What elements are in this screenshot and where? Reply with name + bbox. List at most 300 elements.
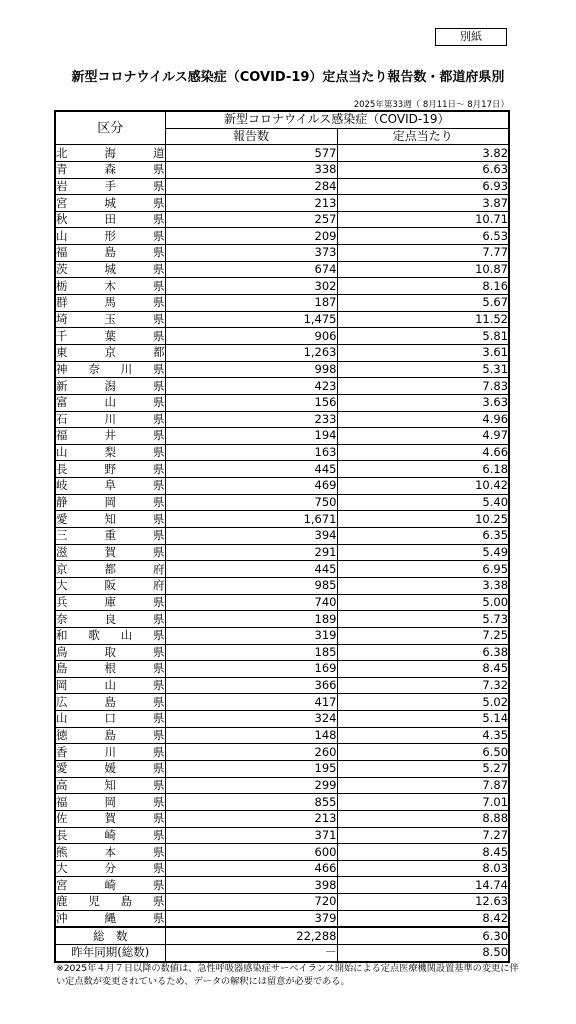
report-count: 577 <box>165 145 337 162</box>
table-row <box>55 361 509 378</box>
prefecture-name-char: 大 <box>56 861 68 876</box>
prefecture-name-char: 重 <box>104 528 116 543</box>
prefecture-name-char: 県 <box>153 295 165 310</box>
prefecture-name-char: 崎 <box>104 877 116 892</box>
prefecture-name-char: 森 <box>104 162 116 177</box>
report-count: 302 <box>165 278 337 295</box>
prefecture-name <box>55 627 165 644</box>
prefecture-name-char: 海 <box>104 145 116 160</box>
prefecture-name <box>55 178 165 195</box>
prefecture-name-char: 高 <box>56 777 68 792</box>
report-count: 445 <box>165 561 337 578</box>
per-sentinel-rate: 6.53 <box>337 228 509 245</box>
prefecture-name-char: 知 <box>104 511 116 526</box>
prefecture-name-char: 秋 <box>56 212 68 227</box>
prefecture-name <box>55 644 165 661</box>
prefecture-name-char: 京 <box>104 345 116 360</box>
per-sentinel-rate: 6.95 <box>337 561 509 578</box>
per-sentinel-rate: 5.73 <box>337 611 509 628</box>
per-sentinel-rate: 6.35 <box>337 528 509 545</box>
table-row <box>55 694 509 711</box>
per-sentinel-rate: 5.14 <box>337 711 509 728</box>
per-sentinel-rate: 4.96 <box>337 411 509 428</box>
per-sentinel-rate: 10.71 <box>337 211 509 228</box>
table-row <box>55 777 509 794</box>
report-count: 740 <box>165 594 337 611</box>
report-count: 163 <box>165 444 337 461</box>
prefecture-name-char: 県 <box>153 811 165 826</box>
prefecture-name-char: 潟 <box>104 378 116 393</box>
table-row <box>55 295 509 312</box>
prefecture-name-char: 県 <box>153 861 165 876</box>
per-sentinel-rate: 7.83 <box>337 378 509 395</box>
prefecture-name <box>55 378 165 395</box>
prefecture-name-char: 玉 <box>104 312 116 326</box>
prefecture-name <box>55 494 165 511</box>
report-count: 1,263 <box>165 344 337 361</box>
prefecture-name-char: 木 <box>104 278 116 293</box>
report-count: 423 <box>165 378 337 395</box>
per-sentinel-rate: 3.63 <box>337 394 509 411</box>
header-count: 報告数 <box>165 128 337 145</box>
prefecture-name-char: 県 <box>153 212 165 227</box>
report-count: 674 <box>165 261 337 278</box>
prefecture-name-char: 北 <box>56 145 68 160</box>
prefecture-name-char: 庫 <box>104 594 116 609</box>
prefecture-name-char: 東 <box>56 345 68 360</box>
table-row <box>55 494 509 511</box>
prefecture-name <box>55 894 165 911</box>
prefecture-name-char: 馬 <box>104 295 116 310</box>
table-row <box>55 860 509 877</box>
prefecture-name-char: 山 <box>56 711 68 726</box>
table-row <box>55 844 509 861</box>
per-sentinel-rate: 5.81 <box>337 328 509 345</box>
prefecture-name <box>55 245 165 262</box>
table-row <box>55 810 509 827</box>
footnote: ※2025年４月７日以降の数値は、急性呼吸器感染症サーベイランス開始による定点医療機関設置基準の変更に伴い定点数が変更されているため、データの解釈には留意が必要である。 <box>56 963 519 987</box>
prefecture-name <box>55 611 165 628</box>
prefecture-name <box>55 711 165 728</box>
prefecture-name <box>55 860 165 877</box>
prefecture-name <box>55 561 165 578</box>
per-sentinel-rate: 14.74 <box>337 877 509 894</box>
report-count: 195 <box>165 760 337 777</box>
prefecture-name-char: 崎 <box>104 827 116 842</box>
per-sentinel-rate: 10.25 <box>337 511 509 528</box>
prefecture-name-char: 福 <box>56 428 68 443</box>
last-year-count: － <box>165 945 337 962</box>
report-count: 156 <box>165 394 337 411</box>
table-row <box>55 245 509 262</box>
report-period: 2025年第33週（ 8月11日～ 8月17日） <box>353 100 509 110</box>
table-row <box>55 228 509 245</box>
prefecture-name-char: 福 <box>56 794 68 809</box>
table-row <box>55 428 509 445</box>
prefecture-name-char: 千 <box>56 328 68 343</box>
prefecture-name-char: 群 <box>56 295 68 310</box>
prefecture-name-char: 徳 <box>56 728 68 743</box>
prefecture-name-char: 県 <box>153 511 165 526</box>
prefecture-name-char: 城 <box>104 262 116 277</box>
table-row <box>55 544 509 561</box>
prefecture-name-char: 新 <box>56 378 68 393</box>
prefecture-name-char: 分 <box>104 861 116 876</box>
report-count: 985 <box>165 577 337 594</box>
report-count: 469 <box>165 478 337 495</box>
prefecture-name-char: 口 <box>104 711 116 726</box>
prefecture-name-char: 滋 <box>56 544 68 559</box>
prefecture-name-char: 梨 <box>104 445 116 460</box>
report-count: 417 <box>165 694 337 711</box>
report-count: 379 <box>165 910 337 927</box>
report-count: 398 <box>165 877 337 894</box>
prefecture-name-char: 県 <box>153 478 165 493</box>
prefecture-name <box>55 511 165 528</box>
prefecture-name-char: 賀 <box>104 811 116 826</box>
prefecture-name-char: 長 <box>56 827 68 842</box>
prefecture-name-char: 根 <box>104 661 116 676</box>
prefecture-name-char: 兵 <box>56 594 68 609</box>
report-count: 213 <box>165 810 337 827</box>
prefecture-name-char: 山 <box>104 678 116 693</box>
prefecture-name-char: 山 <box>56 445 68 460</box>
table-row <box>55 444 509 461</box>
table-row <box>55 577 509 594</box>
report-count: 213 <box>165 195 337 212</box>
prefecture-name-char: 本 <box>104 844 116 859</box>
report-count: 257 <box>165 211 337 228</box>
prefecture-name-char: 沖 <box>56 911 68 926</box>
prefecture-name-char: 広 <box>56 694 68 709</box>
per-sentinel-rate: 3.61 <box>337 344 509 361</box>
prefecture-name-char: 和 <box>56 628 68 643</box>
per-sentinel-rate: 4.66 <box>337 444 509 461</box>
per-sentinel-rate: 5.02 <box>337 694 509 711</box>
prefecture-name-char: 県 <box>153 844 165 859</box>
prefecture-name <box>55 361 165 378</box>
prefecture-name-char: 良 <box>104 611 116 626</box>
table-body <box>55 145 509 928</box>
per-sentinel-rate: 7.77 <box>337 245 509 262</box>
per-sentinel-rate: 4.97 <box>337 428 509 445</box>
table-row <box>55 394 509 411</box>
prefecture-name-char: 県 <box>153 794 165 809</box>
prefecture-name <box>55 411 165 428</box>
report-count: 1,671 <box>165 511 337 528</box>
prefecture-name-char: 県 <box>153 528 165 543</box>
prefecture-name-char: 府 <box>153 561 165 576</box>
prefecture-name-char: 県 <box>153 644 165 659</box>
page-title: 新型コロナウイルス感染症（COVID-19）定点当たり報告数・都道府県別 <box>71 70 505 85</box>
prefecture-name <box>55 394 165 411</box>
prefecture-name-char: 青 <box>56 162 68 177</box>
table-row <box>55 178 509 195</box>
per-sentinel-rate: 7.32 <box>337 677 509 694</box>
per-sentinel-rate: 7.01 <box>337 794 509 811</box>
prefecture-name <box>55 228 165 245</box>
prefecture-name-char: 福 <box>56 245 68 260</box>
prefecture-name <box>55 444 165 461</box>
report-count: 338 <box>165 161 337 178</box>
prefecture-name-char: 埼 <box>56 312 68 326</box>
prefecture-name-char: 宮 <box>56 195 68 210</box>
prefecture-name-char: 県 <box>153 328 165 343</box>
prefecture-name <box>55 694 165 711</box>
prefecture-name-char: 阜 <box>104 478 116 493</box>
per-sentinel-rate: 8.45 <box>337 661 509 678</box>
table-row <box>55 744 509 761</box>
prefecture-name <box>55 544 165 561</box>
prefecture-name <box>55 777 165 794</box>
prefecture-name-char: 富 <box>56 395 68 410</box>
report-count: 319 <box>165 627 337 644</box>
header-region: 区分 <box>55 111 165 145</box>
table-row <box>55 411 509 428</box>
prefecture-name-char: 岐 <box>56 478 68 493</box>
prefecture-name <box>55 844 165 861</box>
prefecture-name <box>55 760 165 777</box>
prefecture-name-char: 川 <box>120 361 133 376</box>
prefecture-name-char: 山 <box>56 228 68 243</box>
table-row <box>55 378 509 395</box>
per-sentinel-rate: 5.40 <box>337 494 509 511</box>
table-row <box>55 611 509 628</box>
total-rate: 6.30 <box>337 927 509 944</box>
prefecture-report-table <box>54 110 510 963</box>
table-row <box>55 894 509 911</box>
per-sentinel-rate: 8.16 <box>337 278 509 295</box>
prefecture-name <box>55 528 165 545</box>
prefecture-name <box>55 910 165 927</box>
table-row <box>55 211 509 228</box>
prefecture-name-char: 奈 <box>88 361 100 376</box>
prefecture-name-char: 県 <box>153 744 165 759</box>
prefecture-name-char: 鹿 <box>56 894 68 909</box>
prefecture-name <box>55 278 165 295</box>
prefecture-name-char: 県 <box>152 361 165 376</box>
table-row <box>55 328 509 345</box>
prefecture-name-char: 井 <box>104 428 116 443</box>
prefecture-name-char: 県 <box>153 611 165 626</box>
report-count: 600 <box>165 844 337 861</box>
prefecture-name-char: 縄 <box>104 911 116 926</box>
prefecture-name <box>55 295 165 312</box>
per-sentinel-rate: 5.00 <box>337 594 509 611</box>
report-count: 855 <box>165 794 337 811</box>
prefecture-name-char: 知 <box>104 777 116 792</box>
table-row <box>55 461 509 478</box>
report-count: 720 <box>165 894 337 911</box>
report-count: 233 <box>165 411 337 428</box>
table-row <box>55 827 509 844</box>
report-count: 189 <box>165 611 337 628</box>
prefecture-name <box>55 594 165 611</box>
per-sentinel-rate: 8.42 <box>337 910 509 927</box>
table-row <box>55 528 509 545</box>
prefecture-name-char: 神 <box>56 361 68 376</box>
prefecture-name-char: 県 <box>153 694 165 709</box>
per-sentinel-rate: 5.31 <box>337 361 509 378</box>
prefecture-name-char: 島 <box>120 894 133 909</box>
report-count: 284 <box>165 178 337 195</box>
table-row <box>55 727 509 744</box>
table-row <box>55 627 509 644</box>
prefecture-name-char: 島 <box>104 694 116 709</box>
prefecture-name-char: 賀 <box>104 544 116 559</box>
prefecture-name <box>55 328 165 345</box>
prefecture-name-char: 田 <box>104 212 116 227</box>
per-sentinel-rate: 10.87 <box>337 261 509 278</box>
prefecture-name-char: 栃 <box>56 278 68 293</box>
prefecture-name-char: 川 <box>104 744 116 759</box>
table-row <box>55 594 509 611</box>
prefecture-name-char: 岡 <box>56 678 68 693</box>
report-count: 373 <box>165 245 337 262</box>
total-label: 総 数 <box>55 927 165 944</box>
report-count: 466 <box>165 860 337 877</box>
prefecture-name-char: 香 <box>56 744 68 759</box>
prefecture-name-char: 島 <box>104 728 116 743</box>
table-row <box>55 877 509 894</box>
prefecture-name-char: 県 <box>153 594 165 609</box>
prefecture-name <box>55 428 165 445</box>
prefecture-name-char: 宮 <box>56 877 68 892</box>
prefecture-name <box>55 810 165 827</box>
per-sentinel-rate: 7.25 <box>337 627 509 644</box>
prefecture-name-char: 手 <box>104 178 116 193</box>
per-sentinel-rate: 3.82 <box>337 145 509 162</box>
per-sentinel-rate: 12.63 <box>337 894 509 911</box>
prefecture-name-char: 県 <box>153 544 165 559</box>
prefecture-name-char: 媛 <box>104 761 116 776</box>
prefecture-name-char: 岡 <box>104 495 116 510</box>
per-sentinel-rate: 7.87 <box>337 777 509 794</box>
prefecture-name-char: 葉 <box>104 328 116 343</box>
prefecture-name-char: 愛 <box>56 511 68 526</box>
prefecture-name <box>55 145 165 162</box>
report-count: 445 <box>165 461 337 478</box>
report-count: 291 <box>165 544 337 561</box>
per-sentinel-rate: 6.18 <box>337 461 509 478</box>
prefecture-name-char: 県 <box>153 728 165 743</box>
report-count: 148 <box>165 727 337 744</box>
prefecture-name-char: 道 <box>153 145 165 160</box>
prefecture-name-char: 県 <box>153 827 165 842</box>
prefecture-name-char: 県 <box>153 312 165 326</box>
header-rate: 定点当たり <box>337 128 509 145</box>
report-count: 169 <box>165 661 337 678</box>
prefecture-name-char: 奈 <box>56 611 68 626</box>
per-sentinel-rate: 10.42 <box>337 478 509 495</box>
report-count: 394 <box>165 528 337 545</box>
per-sentinel-rate: 8.03 <box>337 860 509 877</box>
prefecture-name-char: 京 <box>56 561 68 576</box>
prefecture-name <box>55 877 165 894</box>
report-count: 209 <box>165 228 337 245</box>
per-sentinel-rate: 3.38 <box>337 577 509 594</box>
prefecture-name <box>55 727 165 744</box>
table-row <box>55 344 509 361</box>
per-sentinel-rate: 6.50 <box>337 744 509 761</box>
prefecture-name <box>55 794 165 811</box>
report-count: 1,475 <box>165 311 337 328</box>
prefecture-name-char: 岩 <box>56 178 68 193</box>
total-row <box>55 927 509 944</box>
table-row <box>55 261 509 278</box>
total-count: 22,288 <box>165 927 337 944</box>
prefecture-name-char: 形 <box>104 228 116 243</box>
prefecture-name-char: 府 <box>153 578 165 593</box>
prefecture-name-char: 愛 <box>56 761 68 776</box>
prefecture-name-char: 県 <box>153 245 165 260</box>
prefecture-name-char: 県 <box>153 461 165 476</box>
prefecture-name-char: 阪 <box>104 578 116 593</box>
prefecture-name <box>55 195 165 212</box>
report-count: 998 <box>165 361 337 378</box>
prefecture-name-char: 県 <box>153 911 165 926</box>
prefecture-name-char: 長 <box>56 461 68 476</box>
per-sentinel-rate: 4.35 <box>337 727 509 744</box>
prefecture-name-char: 川 <box>104 411 116 426</box>
prefecture-name-char: 県 <box>153 378 165 393</box>
prefecture-name-char: 県 <box>153 661 165 676</box>
per-sentinel-rate: 3.87 <box>337 195 509 212</box>
prefecture-name-char: 県 <box>153 761 165 776</box>
prefecture-name-char: 県 <box>153 278 165 293</box>
prefecture-name-char: 佐 <box>56 811 68 826</box>
report-count: 906 <box>165 328 337 345</box>
per-sentinel-rate: 5.49 <box>337 544 509 561</box>
report-count: 260 <box>165 744 337 761</box>
per-sentinel-rate: 5.27 <box>337 760 509 777</box>
table-row <box>55 794 509 811</box>
table-row <box>55 311 509 328</box>
prefecture-name-char: 島 <box>104 245 116 260</box>
prefecture-name <box>55 211 165 228</box>
prefecture-name-char: 山 <box>104 395 116 410</box>
prefecture-name-char: 熊 <box>56 844 68 859</box>
prefecture-name-char: 茨 <box>56 262 68 277</box>
report-count: 194 <box>165 428 337 445</box>
prefecture-name-char: 山 <box>120 628 133 643</box>
report-count: 185 <box>165 644 337 661</box>
prefecture-name-char: 県 <box>152 894 165 909</box>
prefecture-name-char: 都 <box>104 561 116 576</box>
report-count: 324 <box>165 711 337 728</box>
per-sentinel-rate: 5.67 <box>337 295 509 312</box>
prefecture-name-char: 岡 <box>104 794 116 809</box>
per-sentinel-rate: 7.27 <box>337 827 509 844</box>
prefecture-name <box>55 161 165 178</box>
attachment-label: 別紙 <box>435 28 507 46</box>
table-row <box>55 677 509 694</box>
prefecture-name-char: 県 <box>152 628 165 643</box>
report-count: 750 <box>165 494 337 511</box>
prefecture-name-char: 県 <box>153 777 165 792</box>
per-sentinel-rate: 6.63 <box>337 161 509 178</box>
per-sentinel-rate: 8.88 <box>337 810 509 827</box>
prefecture-name-char: 県 <box>153 262 165 277</box>
table-row <box>55 278 509 295</box>
prefecture-name <box>55 461 165 478</box>
prefecture-name-char: 県 <box>153 178 165 193</box>
prefecture-name-char: 石 <box>56 411 68 426</box>
prefecture-name-char: 県 <box>153 228 165 243</box>
prefecture-name <box>55 311 165 328</box>
table-row <box>55 511 509 528</box>
prefecture-name <box>55 661 165 678</box>
